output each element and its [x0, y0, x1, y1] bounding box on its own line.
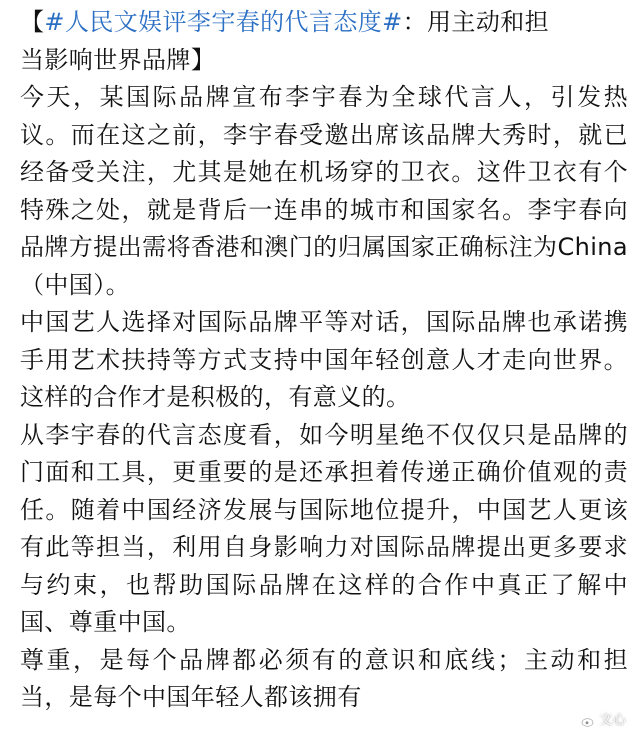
paragraph-2: 中国艺人选择对国际品牌平等对话，国际品牌也承诺携手用艺术扶持等方式支持中国年轻创意人才走向世界。这样的合作才是积极的，有意义的。	[20, 308, 628, 411]
paragraph-1: 今天，某国际品牌宣布李宇春为全球代言人，引发热议。而在这之前，李宇春受邀出席该品牌大秀时，就已经备受关注，尤其是她在机场穿的卫衣。这件卫衣有个特殊之处，就是背后一连串的城市和国家名。李宇春向品牌方提出需将香港和澳门的归属国家正确标注为China（中国）。	[20, 83, 628, 299]
paragraph-3: 从李宇春的代言态度看，如今明星绝不仅仅只是品牌的门面和工具，更重要的是还承担着传递正确价值观的责任。随着中国经济发展与国际地位提升，中国艺人更该有此等担当，利用自身影响力对国际品牌提出更多要求与约束，也帮助国际品牌在这样的合作中真正了解中国、尊重中国。	[20, 420, 628, 636]
title-close-bracket: 】	[190, 45, 216, 74]
topic-hashtag-link[interactable]: #人民文娱评李宇春的代言态度#	[44, 8, 403, 36]
post-title	[20, 4, 628, 79]
title-open-bracket: 【	[20, 8, 45, 36]
title-text-part-1: ：用主动和担	[402, 8, 550, 36]
weibo-icon	[581, 714, 595, 728]
title-line-1	[20, 8, 549, 36]
watermark	[581, 713, 626, 729]
title-text-part-2: 当影响世界品牌	[20, 45, 191, 74]
watermark-text: 文心	[599, 713, 626, 728]
paragraph-4: 尊重，是每个品牌都必须有的意识和底线；主动和担当，是每个中国年轻人都该拥有	[20, 645, 628, 711]
